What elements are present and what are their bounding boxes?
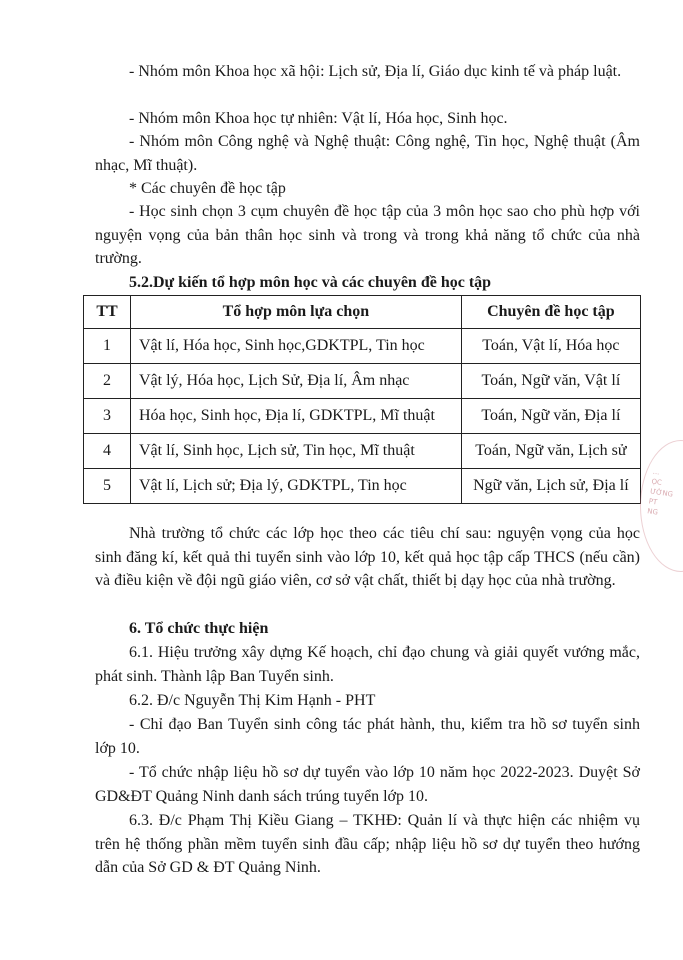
header-subject-combo: Tổ hợp môn lựa chọn xyxy=(131,296,462,329)
row-topics: Toán, Ngữ văn, Vật lí xyxy=(461,364,640,399)
table-header-row xyxy=(84,296,641,329)
section-5-2-heading: 5.2.Dự kiến tổ hợp môn học và các chuyên đề học tập xyxy=(129,274,492,291)
row-subjects: Vật lí, Lịch sử; Địa lý, GDKTPL, Tin học xyxy=(131,469,462,504)
row-subjects: Vật lí, Sinh học, Lịch sử, Tin học, Mĩ thuật xyxy=(131,434,462,469)
table-row xyxy=(84,399,641,434)
subject-combination-table xyxy=(83,295,641,504)
row-number: 5 xyxy=(84,469,131,504)
row-subjects: Vật lý, Hóa học, Lịch Sử, Địa lí, Âm nhạc xyxy=(131,364,462,399)
row-number: 2 xyxy=(84,364,131,399)
table-row xyxy=(84,364,641,399)
paragraph-6-1: 6.1. Hiệu trưởng xây dựng Kế hoạch, chỉ đạo chung và giải quyết vướng mắc, phát sinh. Thành lập Ban Tuyển sinh. xyxy=(95,644,640,685)
paragraph-topic-selection: - Học sinh chọn 3 cụm chuyên đề học tập của 3 môn học sao cho phù hợp với nguyện vọng của bản thân học sinh và trong và trong khả năng tổ chức của nhà trường. xyxy=(95,203,640,267)
paragraph-6-3: 6.3. Đ/c Phạm Thị Kiều Giang – TKHĐ: Quản lí và thực hiện các nhiệm vụ trên hệ thống phần mềm tuyển sinh đầu cấp; nhập liệu hồ sơ dự tuyển theo hướng dẫn của Sở GD & ĐT Quảng Ninh. xyxy=(95,812,640,876)
paragraph-6-2: 6.2. Đ/c Nguyễn Thị Kim Hạnh - PHT xyxy=(129,692,376,709)
row-number: 4 xyxy=(84,434,131,469)
section-6-heading: 6. Tổ chức thực hiện xyxy=(129,620,269,637)
paragraph-6-2-b: - Tổ chức nhập liệu hồ sơ dự tuyển vào lớp 10 năm học 2022-2023. Duyệt Sở GD&ĐT Quảng Ninh danh sách trúng tuyển lớp 10. xyxy=(95,764,640,805)
paragraph-natural-sciences: - Nhóm môn Khoa học tự nhiên: Vật lí, Hóa học, Sinh học. xyxy=(129,110,508,127)
row-topics: Ngữ văn, Lịch sử, Địa lí xyxy=(461,469,640,504)
row-topics: Toán, Vật lí, Hóa học xyxy=(461,329,640,364)
row-number: 1 xyxy=(84,329,131,364)
table-row xyxy=(84,469,641,504)
table-row xyxy=(84,329,641,364)
paragraph-class-criteria: Nhà trường tổ chức các lớp học theo các tiêu chí sau: nguyện vọng của học sinh đăng kí, kết quả thi tuyển sinh vào lớp 10, kết quả học tập cấp THCS (nếu cần) và điều kiện về đội ngũ giáo viên, cơ sở vật chất, thiết bị dạy học của nhà trường. xyxy=(95,525,640,589)
table-row xyxy=(84,434,641,469)
stamp-text: ... ỌC ƯỜNG PT NG xyxy=(646,467,674,517)
header-tt: TT xyxy=(84,296,131,329)
row-subjects: Vật lí, Hóa học, Sinh học,GDKTPL, Tin học xyxy=(131,329,462,364)
paragraph-6-2-a: - Chỉ đạo Ban Tuyển sinh công tác phát hành, thu, kiểm tra hồ sơ tuyển sinh lớp 10. xyxy=(95,716,640,757)
row-topics: Toán, Ngữ văn, Địa lí xyxy=(461,399,640,434)
row-subjects: Hóa học, Sinh học, Địa lí, GDKTPL, Mĩ thuật xyxy=(131,399,462,434)
paragraph-topics-heading: * Các chuyên đề học tập xyxy=(129,180,286,197)
paragraph-tech-arts: - Nhóm môn Công nghệ và Nghệ thuật: Công nghệ, Tin học, Nghệ thuật (Âm nhạc, Mĩ thuật). xyxy=(95,133,640,174)
row-topics: Toán, Ngữ văn, Lịch sử xyxy=(461,434,640,469)
header-topics: Chuyên đề học tập xyxy=(461,296,640,329)
row-number: 3 xyxy=(84,399,131,434)
paragraph-social-sciences: - Nhóm môn Khoa học xã hội: Lịch sử, Địa lí, Giáo dục kinh tế và pháp luật. xyxy=(129,63,622,80)
